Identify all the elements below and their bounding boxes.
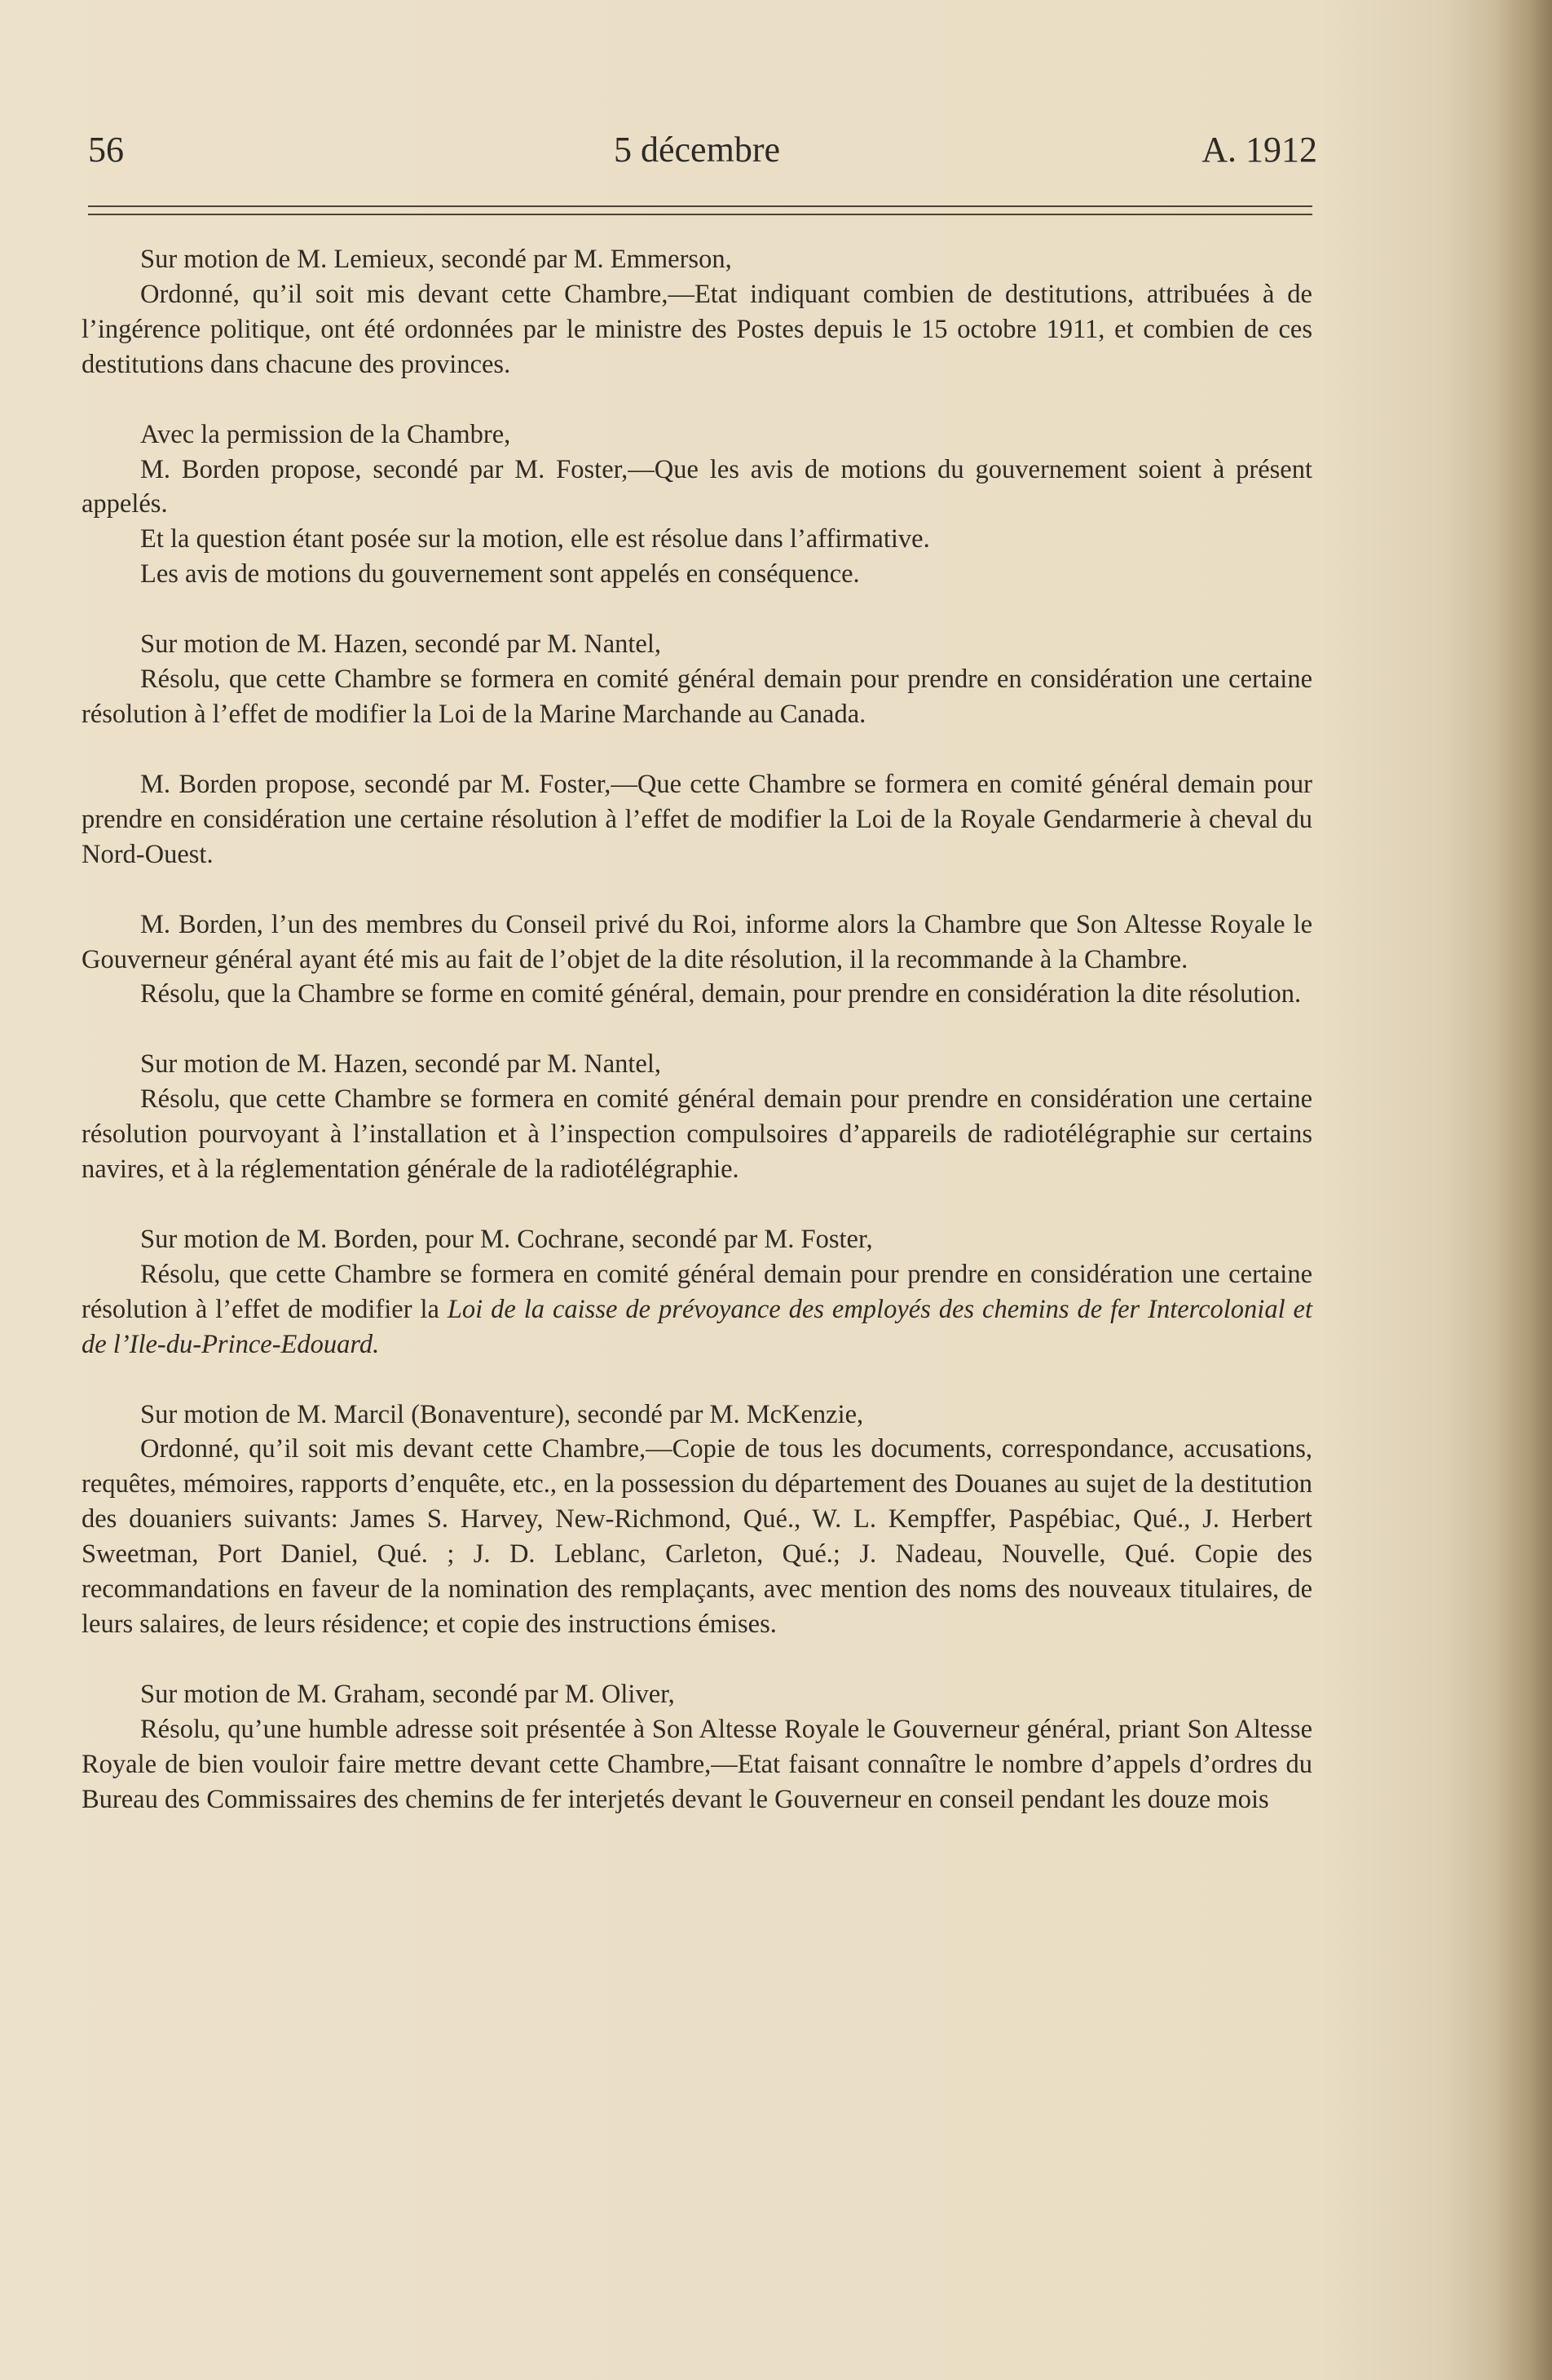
motion-paragraph: Résolu, que cette Chambre se formera en comité général demain pour prendre en considération une certaine résolution à l’effet de modifier la Loi de la Marine Marchande au Canada. — [82, 665, 1312, 729]
motion-intro: Sur motion de M. Hazen, secondé par M. Nantel, — [140, 1049, 662, 1080]
motion-paragraph: Les avis de motions du gouvernement sont appelés en conséquence. — [140, 559, 860, 589]
motion-intro: Sur motion de M. Graham, secondé par M. Oliver, — [140, 1679, 675, 1709]
paragraph-gap — [82, 1012, 1312, 1047]
motion-paragraph: M. Borden propose, secondé par M. Foster,—Que cette Chambre se formera en comité général demain pour prendre en considération une certaine résolution à l’effet de modifier la Loi de la Royale Gendarmerie à cheval du Nord-Ouest. — [82, 769, 1312, 869]
motion-paragraph: M. Borden propose, secondé par M. Foster,—Que les avis de motions du gouvernement soient à présent appelés. — [82, 454, 1312, 519]
motion-paragraph: Résolu, que cette Chambre se formera en comité général demain pour prendre en considération une certaine résolution pourvoyant à l’installation et à l’inspection compulsoires d’appareils de radiotélégraphie sur certains navires, et à la réglementation générale de la radiotélégraphie. — [82, 1084, 1312, 1185]
motion-intro: Sur motion de M. Lemieux, secondé par M. Emmerson, — [140, 245, 732, 274]
motion-intro: Sur motion de M. Marcil (Bonaventure), secondé par M. McKenzie, — [140, 1399, 864, 1429]
motion-paragraph: Résolu, que la Chambre se forme en comité général, demain, pour prendre en considération la dite résolution. — [140, 979, 1302, 1009]
motion-block — [82, 1677, 1312, 1817]
motion-block — [82, 1222, 1312, 1362]
paragraph-gap — [82, 1642, 1312, 1677]
paragraph-gap — [82, 732, 1312, 767]
page-edge-shadow — [1495, 0, 1552, 2380]
motion-intro: Sur motion de M. Borden, pour M. Cochrane, secondé par M. Foster, — [140, 1224, 873, 1254]
header-rule-top — [88, 205, 1312, 207]
motion-block — [82, 907, 1312, 1013]
paragraph-gap — [82, 1362, 1312, 1398]
paragraph-gap — [82, 1187, 1312, 1222]
motion-intro: Sur motion de M. Hazen, secondé par M. Nantel, — [140, 629, 662, 660]
motion-paragraph — [82, 1257, 1312, 1362]
motion-block — [82, 767, 1312, 872]
act-title-italic: Loi de la caisse de prévoyance des employés des chemins de fer Intercolonial et de l’Ile-du-Prince-Edouard. — [82, 1294, 1312, 1359]
motion-paragraph: Ordonné, qu’il soit mis devant cette Chambre,—Etat indiquant combien de destitutions, attribuées à de l’ingérence politique, ont été ordonnées par le ministre des Postes depuis le 15 octobre 1911, et combien de ces destitutions dans chacune des provinces. — [82, 279, 1312, 379]
motion-block — [82, 242, 1312, 382]
motion-paragraph: Résolu, qu’une humble adresse soit présentée à Son Altesse Royale le Gouverneur général, priant Son Altesse Royale de bien vouloir faire mettre devant cette Chambre,—Etat faisant connaître le nombre d’appels d’ordres du Bureau des Commissaires des chemins de fer interjetés devant le Gouverneur en conseil pendant les douze mois — [82, 1714, 1312, 1814]
motion-block — [82, 1398, 1312, 1642]
body-text — [82, 242, 1312, 1817]
resolution-text: Résolu, que cette Chambre se formera en comité général demain pour prendre en considération une certaine résolution à l’effet de modifier la — [82, 1259, 1312, 1324]
header-date: 5 décembre — [614, 130, 780, 170]
running-header — [88, 129, 1317, 178]
motion-block — [82, 1047, 1312, 1187]
header-rule-bottom — [88, 214, 1312, 215]
motion-paragraph: Et la question étant posée sur la motion, elle est résolue dans l’affirmative. — [140, 524, 930, 554]
paragraph-gap — [82, 382, 1312, 417]
motion-block — [82, 417, 1312, 593]
paragraph-gap — [82, 872, 1312, 907]
motion-paragraph: M. Borden, l’un des membres du Conseil privé du Roi, informe alors la Chambre que Son Altesse Royale le Gouverneur général ayant été mis au fait de l’objet de la dite résolution, il la recommande à la Chambre. — [82, 909, 1312, 974]
page-number: 56 — [88, 130, 124, 170]
header-year: A. 1912 — [1201, 130, 1317, 170]
motion-block — [82, 627, 1312, 732]
motion-paragraph: Ordonné, qu’il soit mis devant cette Chambre,—Copie de tous les documents, correspondance, accusations, requêtes, mémoires, rapports d’enquête, etc., en la possession du département des Douanes au sujet de la destitution des douaniers suivants: James S. Harvey, New-Richmond, Qué., W. L. Kempffer, Paspébiac, Qué., J. Herbert Sweetman, Port Daniel, Qué. ; J. D. Leblanc, Carleton, Qué.; J. Nadeau, Nouvelle, Qué. Copie des recommandations en faveur de la nomination des remplaçants, avec mention des noms des nouveaux titulaires, de leurs salaires, de leurs résidence; et copie des instructions émises. — [82, 1434, 1312, 1639]
motion-intro: Avec la permission de la Chambre, — [140, 419, 511, 449]
paragraph-gap — [82, 592, 1312, 627]
